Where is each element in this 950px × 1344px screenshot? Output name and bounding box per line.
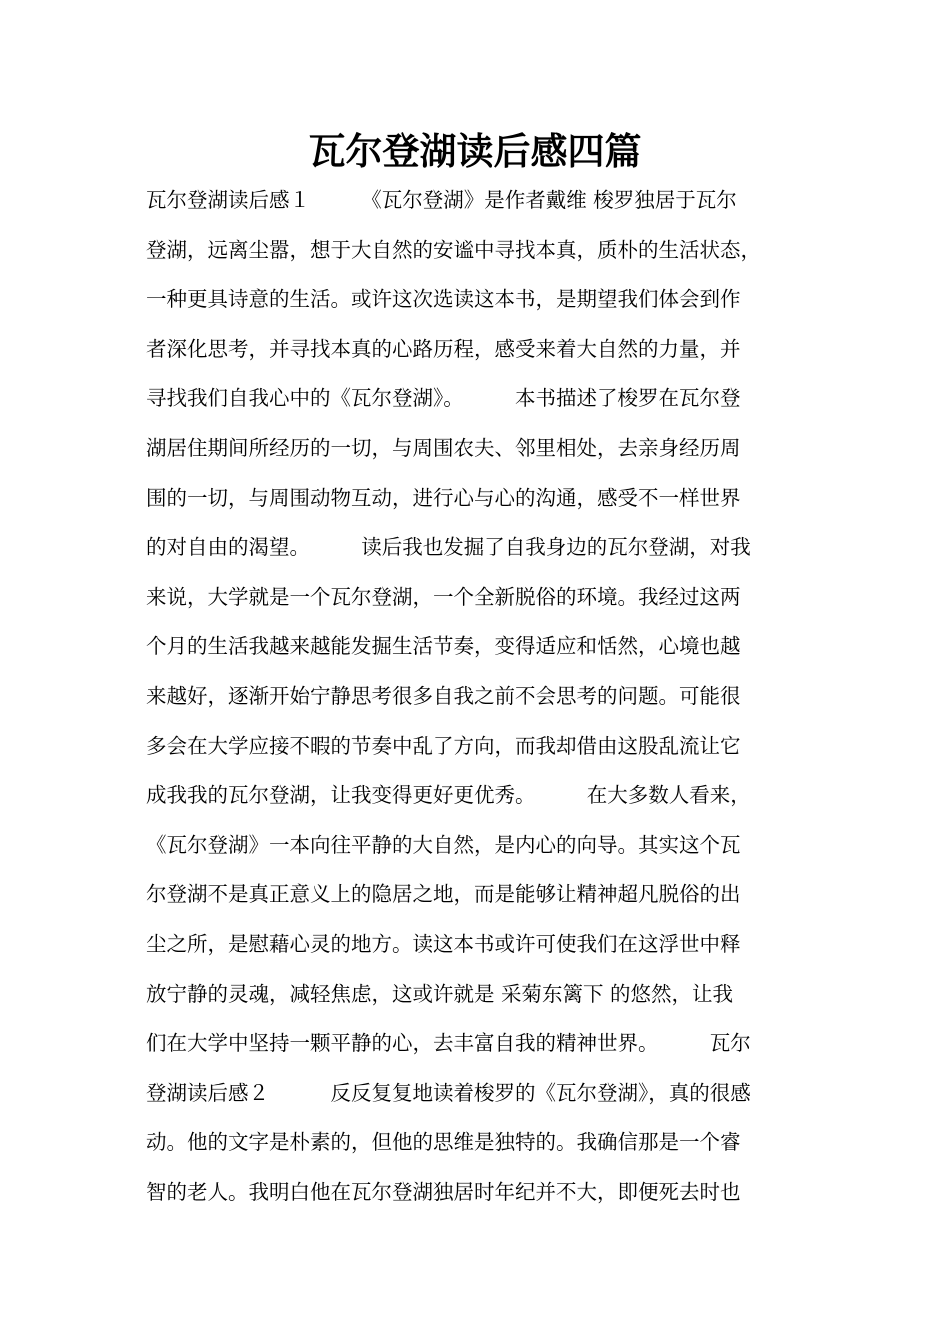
body-line: 尘之所，是慰藉心灵的地方。读这本书或许可使我们在这浮世中释: [146, 931, 741, 956]
body-line: 尔登湖不是真正意义上的隐居之地，而是能够让精神超凡脱俗的出: [146, 882, 741, 907]
document-body: [146, 176, 826, 1217]
body-line: 登湖，远离尘嚣，想于大自然的安谧中寻找本真，质朴的生活状态，: [146, 237, 761, 262]
body-line: 来说，大学就是一个瓦尔登湖，一个全新脱俗的环境。我经过这两: [146, 584, 741, 609]
body-line: 《瓦尔登湖》一本向往平静的大自然，是内心的向导。其实这个瓦: [146, 832, 741, 857]
body-line: 多会在大学应接不暇的节奏中乱了方向，而我却借由这股乱流让它: [146, 733, 741, 758]
body-line: 个月的生活我越来越能发掘生活节奏，变得适应和恬然，心境也越: [146, 634, 741, 659]
body-line: 的对自由的渴望。 读后我也发掘了自我身边的瓦尔登湖，对我: [146, 535, 751, 560]
body-line: 者深化思考，并寻找本真的心路历程，感受来着大自然的力量，并: [146, 336, 741, 361]
body-line: 湖居住期间所经历的一切，与周围农夫、邻里相处，去亲身经历周: [146, 435, 741, 460]
body-line: 瓦尔登湖读后感１ 《瓦尔登湖》是作者戴维 梭罗独居于瓦尔: [146, 188, 737, 212]
body-line: 放宁静的灵魂，减轻焦虑，这或许就是 采菊东篱下 的悠然，让我: [146, 981, 734, 1006]
body-line: 成我我的瓦尔登湖，让我变得更好更优秀。 在大多数人看来，: [146, 783, 751, 808]
body-line: 动。他的文字是朴素的，但他的思维是独特的。我确信那是一个睿: [146, 1130, 741, 1155]
body-line: 们在大学中坚持一颗平静的心，去丰富自我的精神世界。 瓦尔: [146, 1031, 751, 1056]
body-line: 登湖读后感２ 反反复复地读着梭罗的《瓦尔登湖》，真的很感: [146, 1080, 751, 1105]
document-title: 瓦尔登湖读后感四篇: [308, 130, 642, 173]
body-line: 来越好，逐渐开始宁静思考很多自我之前不会思考的问题。可能很: [146, 683, 741, 708]
body-line: 一种更具诗意的生活。或许这次选读这本书，是期望我们体会到作: [146, 287, 741, 312]
body-line: 寻找我们自我心中的《瓦尔登湖》。 本书描述了梭罗在瓦尔登: [146, 386, 741, 411]
body-line: 围的一切，与周围动物互动，进行心与心的沟通，感受不一样世界: [146, 485, 741, 510]
body-line: 智的老人。我明白他在瓦尔登湖独居时年纪并不大，即便死去时也: [146, 1179, 741, 1204]
